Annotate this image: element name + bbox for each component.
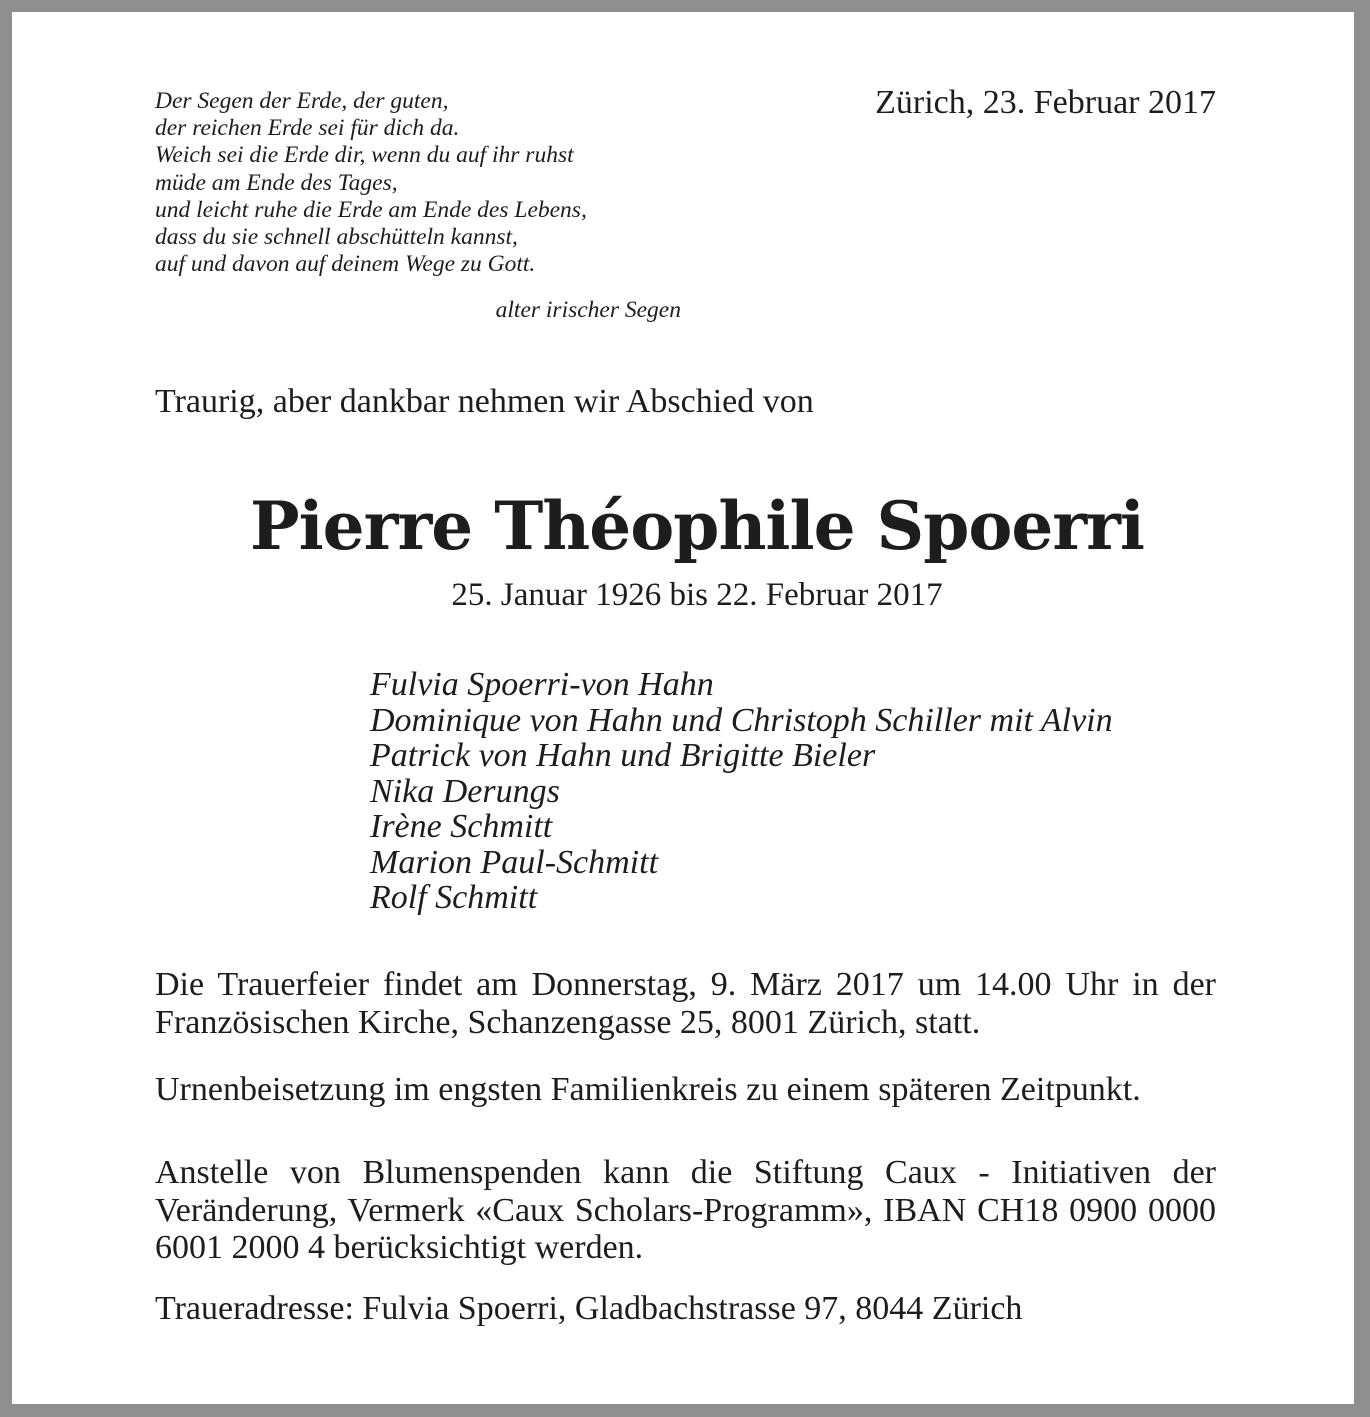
poem-line: der reichen Erde sei für dich da.: [155, 115, 460, 142]
burial-info: Urnenbeisetzung im engsten Familienkreis zu einem späteren Zeitpunkt.: [155, 1071, 1141, 1108]
poem-line: auf und davon auf deinem Wege zu Gott.: [155, 251, 536, 278]
deceased-name: Pierre Théophile Spoerri: [249, 487, 1144, 565]
poem-line: Der Segen der Erde, der guten,: [155, 88, 449, 114]
mourner-name: Marion Paul-Schmitt: [370, 843, 659, 881]
funeral-info: Die Trauerfeier findet am Donnerstag, 9. März 2017 um 14.00 Uhr in der Französischen Kirche, Schanzengasse 25, 8001 Zürich, statt.: [155, 966, 1216, 1041]
poem-block: [155, 88, 715, 323]
poem-line: Weich sei die Erde dir, wenn du auf ihr ruhst: [155, 142, 574, 169]
mourning-address: Traueradresse: Fulvia Spoerri, Gladbachstrasse 97, 8044 Zürich: [155, 1290, 1023, 1327]
poem-line: müde am Ende des Tages,: [155, 169, 398, 196]
dateline: Zürich, 23. Februar 2017: [875, 84, 1216, 121]
mourner-name: Patrick von Hahn und Brigitte Bieler: [370, 737, 876, 774]
lifespan-dates: 25. Januar 1926 bis 22. Februar 2017: [451, 577, 943, 613]
mourners-list: [370, 667, 1113, 916]
obituary-page: [12, 12, 1354, 1404]
mourner-name: Rolf Schmitt: [370, 879, 538, 916]
poem-source: alter irischer Segen: [495, 297, 681, 323]
mourner-name: Fulvia Spoerri-von Hahn: [370, 666, 714, 703]
intro-text: Traurig, aber dankbar nehmen wir Abschied von: [155, 383, 814, 420]
mourner-name: Dominique von Hahn und Christoph Schiller mit Alvin: [370, 701, 1113, 739]
mourner-name: Irène Schmitt: [370, 808, 553, 845]
poem-line: dass du sie schnell abschütteln kannst,: [155, 224, 518, 251]
donation-info: Anstelle von Blumenspenden kann die Stiftung Caux - Initiativen der Veränderung, Vermerk «Caux Scholars-Programm», IBAN CH18 0900 0000 6001 2000 4 berücksichtigt werden.: [155, 1154, 1216, 1266]
poem-line: und leicht ruhe die Erde am Ende des Lebens,: [155, 196, 587, 223]
mourner-name: Nika Derungs: [370, 772, 560, 810]
